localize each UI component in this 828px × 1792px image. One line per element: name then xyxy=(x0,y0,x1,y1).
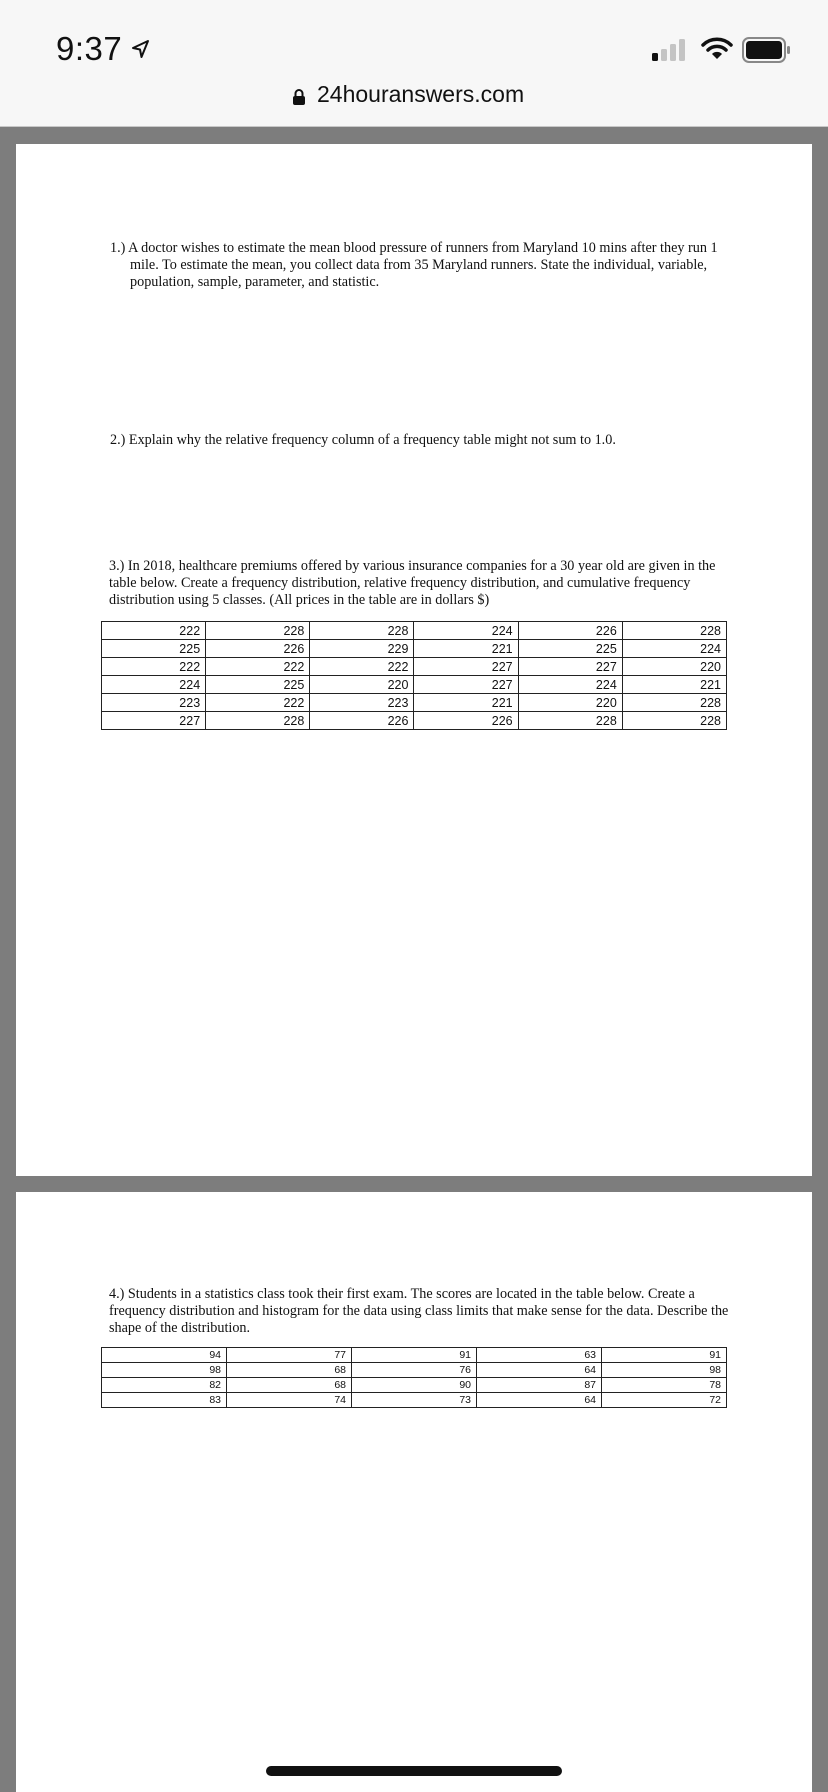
url-text[interactable]: 24houranswers.com xyxy=(317,81,525,107)
question-2: 2.) Explain why the relative frequency column of a frequency table might not sum to 1.0. xyxy=(110,432,616,448)
table-cell: 73 xyxy=(352,1393,477,1408)
table-cell: 222 xyxy=(206,658,310,676)
table-row xyxy=(102,1378,727,1393)
table-cell: 226 xyxy=(206,640,310,658)
browser-url-bar[interactable] xyxy=(0,80,828,127)
lock-icon xyxy=(292,88,306,111)
table-cell: 228 xyxy=(622,712,726,730)
table-cell: 221 xyxy=(414,694,518,712)
table-cell: 224 xyxy=(102,676,206,694)
cellular-signal-icon xyxy=(651,39,691,66)
table-row xyxy=(102,1363,727,1378)
table-cell: 224 xyxy=(518,676,622,694)
table-cell: 87 xyxy=(477,1378,602,1393)
table-cell: 94 xyxy=(102,1348,227,1363)
table-cell: 220 xyxy=(310,676,414,694)
battery-icon xyxy=(742,37,792,68)
table-cell: 63 xyxy=(477,1348,602,1363)
table-cell: 222 xyxy=(102,622,206,640)
table-cell: 228 xyxy=(206,622,310,640)
table-cell: 226 xyxy=(310,712,414,730)
premiums-table xyxy=(101,621,727,730)
table-cell: 98 xyxy=(602,1363,727,1378)
table-cell: 225 xyxy=(102,640,206,658)
table-cell: 91 xyxy=(602,1348,727,1363)
table-cell: 90 xyxy=(352,1378,477,1393)
table-row xyxy=(102,1393,727,1408)
table-cell: 228 xyxy=(206,712,310,730)
table-cell: 220 xyxy=(622,658,726,676)
table-cell: 223 xyxy=(102,694,206,712)
table-cell: 228 xyxy=(622,622,726,640)
table-cell: 64 xyxy=(477,1393,602,1408)
table-cell: 227 xyxy=(414,676,518,694)
table-row xyxy=(102,676,727,694)
table-cell: 78 xyxy=(602,1378,727,1393)
table-cell: 226 xyxy=(414,712,518,730)
location-arrow-icon xyxy=(131,39,151,64)
exam-scores-table xyxy=(101,1347,727,1408)
table-cell: 221 xyxy=(622,676,726,694)
table-row xyxy=(102,622,727,640)
table-cell: 82 xyxy=(102,1378,227,1393)
table-cell: 222 xyxy=(102,658,206,676)
table-cell: 222 xyxy=(206,694,310,712)
table-cell: 224 xyxy=(622,640,726,658)
question-3: 3.) In 2018, healthcare premiums offered by various insurance companies for a 30 year old are given in the table below. Create a frequency distribution, relative frequency distribution, and cumulative frequency distribution using 5 classes. (All prices in the table are in dollars $) xyxy=(109,558,716,608)
table-cell: 221 xyxy=(414,640,518,658)
table-cell: 68 xyxy=(227,1378,352,1393)
table-cell: 228 xyxy=(310,622,414,640)
table-cell: 224 xyxy=(414,622,518,640)
table-cell: 74 xyxy=(227,1393,352,1408)
table-row xyxy=(102,712,727,730)
table-cell: 220 xyxy=(518,694,622,712)
table-cell: 228 xyxy=(622,694,726,712)
home-indicator[interactable] xyxy=(266,1766,562,1776)
document-page-2 xyxy=(16,1192,812,1792)
table-cell: 225 xyxy=(206,676,310,694)
table-cell: 227 xyxy=(414,658,518,676)
table-cell: 227 xyxy=(102,712,206,730)
question-4: 4.) Students in a statistics class took their first exam. The scores are located in the table below. Create a frequency distribution and histogram for the data using class limits that make sense for the data. Describe the shape of the distribution. xyxy=(109,1286,729,1336)
table-cell: 77 xyxy=(227,1348,352,1363)
document-page-1 xyxy=(16,144,812,1176)
table-cell: 64 xyxy=(477,1363,602,1378)
table-cell: 225 xyxy=(518,640,622,658)
wifi-icon xyxy=(701,37,733,66)
status-time: 9:37 xyxy=(56,30,123,67)
table-row xyxy=(102,640,727,658)
table-cell: 226 xyxy=(518,622,622,640)
table-cell: 72 xyxy=(602,1393,727,1408)
table-cell: 229 xyxy=(310,640,414,658)
table-cell: 228 xyxy=(518,712,622,730)
table-row xyxy=(102,658,727,676)
table-row xyxy=(102,1348,727,1363)
table-cell: 223 xyxy=(310,694,414,712)
status-bar xyxy=(0,0,828,80)
table-cell: 68 xyxy=(227,1363,352,1378)
table-cell: 91 xyxy=(352,1348,477,1363)
table-cell: 83 xyxy=(102,1393,227,1408)
table-cell: 227 xyxy=(518,658,622,676)
table-row xyxy=(102,694,727,712)
table-cell: 76 xyxy=(352,1363,477,1378)
table-cell: 222 xyxy=(310,658,414,676)
question-1: 1.) A doctor wishes to estimate the mean blood pressure of runners from Maryland 10 mins after they run 1 mile. To estimate the mean, you collect data from 35 Maryland runners. State the individual, variable, population, sample, parameter, and statistic. xyxy=(110,240,718,290)
table-cell: 98 xyxy=(102,1363,227,1378)
